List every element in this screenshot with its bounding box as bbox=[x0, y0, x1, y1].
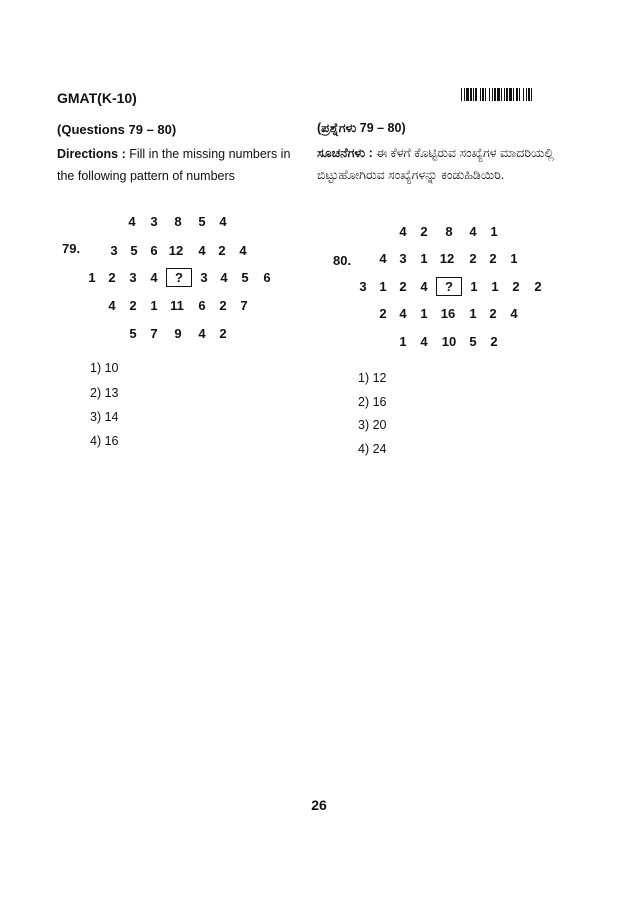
grid-cell: 2 bbox=[489, 306, 497, 321]
grid-cell: 2 bbox=[219, 298, 227, 313]
grid-cell: 2 bbox=[489, 251, 497, 266]
grid-cell: 6 bbox=[150, 243, 158, 258]
question-79-option-1: 1) 10 bbox=[90, 361, 119, 375]
grid-cell: 5 bbox=[198, 214, 206, 229]
grid-cell: 4 bbox=[420, 279, 428, 294]
grid-cell: 3 bbox=[129, 270, 137, 285]
question-79-option-3: 3) 14 bbox=[90, 410, 119, 424]
grid-cell: 4 bbox=[219, 214, 227, 229]
question-79-option-2: 2) 13 bbox=[90, 386, 119, 400]
question-80-option-2: 2) 16 bbox=[358, 395, 387, 409]
grid-cell: 16 bbox=[440, 306, 456, 321]
grid-cell: 5 bbox=[129, 326, 137, 341]
grid-cell: 8 bbox=[174, 214, 182, 229]
grid-cell: 1 bbox=[150, 298, 158, 313]
grid-cell: 2 bbox=[420, 224, 428, 239]
exam-code: GMAT(K-10) bbox=[57, 90, 137, 106]
question-79-number: 79. bbox=[62, 241, 81, 256]
question-80-option-1: 1) 12 bbox=[358, 371, 387, 385]
grid-cell: 6 bbox=[198, 298, 206, 313]
grid-cell: 3 bbox=[150, 214, 158, 229]
grid-cell: 4 bbox=[469, 224, 477, 239]
grid-cell: 10 bbox=[441, 334, 457, 349]
grid-cell: 4 bbox=[128, 214, 136, 229]
grid-cell: 2 bbox=[379, 306, 387, 321]
grid-cell: 4 bbox=[420, 334, 428, 349]
grid-cell: 1 bbox=[490, 224, 498, 239]
grid-cell: 3 bbox=[200, 270, 208, 285]
grid-cell: 1 bbox=[510, 251, 518, 266]
grid-cell: 12 bbox=[168, 243, 184, 258]
grid-cell: 2 bbox=[129, 298, 137, 313]
grid-cell: 3 bbox=[110, 243, 118, 258]
grid-cell: 9 bbox=[174, 326, 182, 341]
grid-cell: 4 bbox=[150, 270, 158, 285]
grid-cell: 2 bbox=[469, 251, 477, 266]
grid-cell: 11 bbox=[170, 298, 184, 313]
grid-cell: 1 bbox=[469, 306, 477, 321]
grid-cell: 5 bbox=[469, 334, 477, 349]
grid-cell: 4 bbox=[399, 224, 407, 239]
grid-cell: 1 bbox=[420, 306, 428, 321]
kannada-heading: (ಪ್ರಶ್ನೆಗಳು 79 – 80) bbox=[317, 121, 406, 135]
grid-cell: 2 bbox=[490, 334, 498, 349]
grid-cell: 4 bbox=[198, 326, 206, 341]
grid-cell: 12 bbox=[439, 251, 455, 266]
missing-number-box: ? bbox=[166, 268, 192, 287]
grid-cell: 1 bbox=[491, 279, 499, 294]
grid-cell: 1 bbox=[470, 279, 478, 294]
grid-cell: 8 bbox=[445, 224, 453, 239]
grid-cell: 2 bbox=[399, 279, 407, 294]
grid-cell: 6 bbox=[263, 270, 271, 285]
english-directions-label: Directions : bbox=[57, 147, 126, 161]
grid-cell: 7 bbox=[150, 326, 158, 341]
question-79-option-4: 4) 16 bbox=[90, 434, 119, 448]
english-directions bbox=[57, 143, 302, 187]
question-80-option-3: 3) 20 bbox=[358, 418, 387, 432]
grid-cell: 2 bbox=[534, 279, 542, 294]
grid-cell: 3 bbox=[399, 251, 407, 266]
missing-number-box: ? bbox=[436, 277, 462, 296]
kannada-directions-text: ಈ ಕೆಳಗೆ ಕೊಟ್ಟಿರುವ ಸಂಖ್ಯೆಗಳ ಮಾದರಿಯಲ್ಲಿ ಬಿಟ್ಟುಹೋಗಿರುವ ಸಂಖ್ಯೆಗಳನ್ನು ಕಂಡುಹಿಡಿಯಿರಿ. bbox=[317, 146, 554, 182]
barcode-image bbox=[461, 88, 573, 101]
grid-cell: 5 bbox=[241, 270, 249, 285]
grid-cell: 4 bbox=[399, 306, 407, 321]
grid-cell: 2 bbox=[218, 243, 226, 258]
grid-cell: 1 bbox=[88, 270, 96, 285]
grid-cell: 1 bbox=[399, 334, 407, 349]
question-80-number: 80. bbox=[333, 253, 352, 268]
english-heading: (Questions 79 – 80) bbox=[57, 122, 177, 137]
grid-cell: 2 bbox=[512, 279, 520, 294]
grid-cell: 7 bbox=[240, 298, 248, 313]
grid-cell: 5 bbox=[130, 243, 138, 258]
grid-cell: 4 bbox=[379, 251, 387, 266]
grid-cell: 4 bbox=[510, 306, 518, 321]
kannada-directions bbox=[317, 142, 575, 186]
grid-cell: 2 bbox=[219, 326, 227, 341]
kannada-directions-label: ಸೂಚನೆಗಳು : bbox=[317, 146, 373, 160]
grid-cell: 2 bbox=[108, 270, 116, 285]
english-directions-text: Fill in the missing numbers in the following pattern of numbers bbox=[57, 147, 291, 183]
page-number: 26 bbox=[311, 797, 327, 813]
grid-cell: 4 bbox=[220, 270, 228, 285]
question-80-option-4: 4) 24 bbox=[358, 442, 387, 456]
grid-cell: 3 bbox=[359, 279, 367, 294]
grid-cell: 4 bbox=[198, 243, 206, 258]
grid-cell: 1 bbox=[420, 251, 428, 266]
grid-cell: 4 bbox=[108, 298, 116, 313]
grid-cell: 1 bbox=[379, 279, 387, 294]
grid-cell: 4 bbox=[239, 243, 247, 258]
